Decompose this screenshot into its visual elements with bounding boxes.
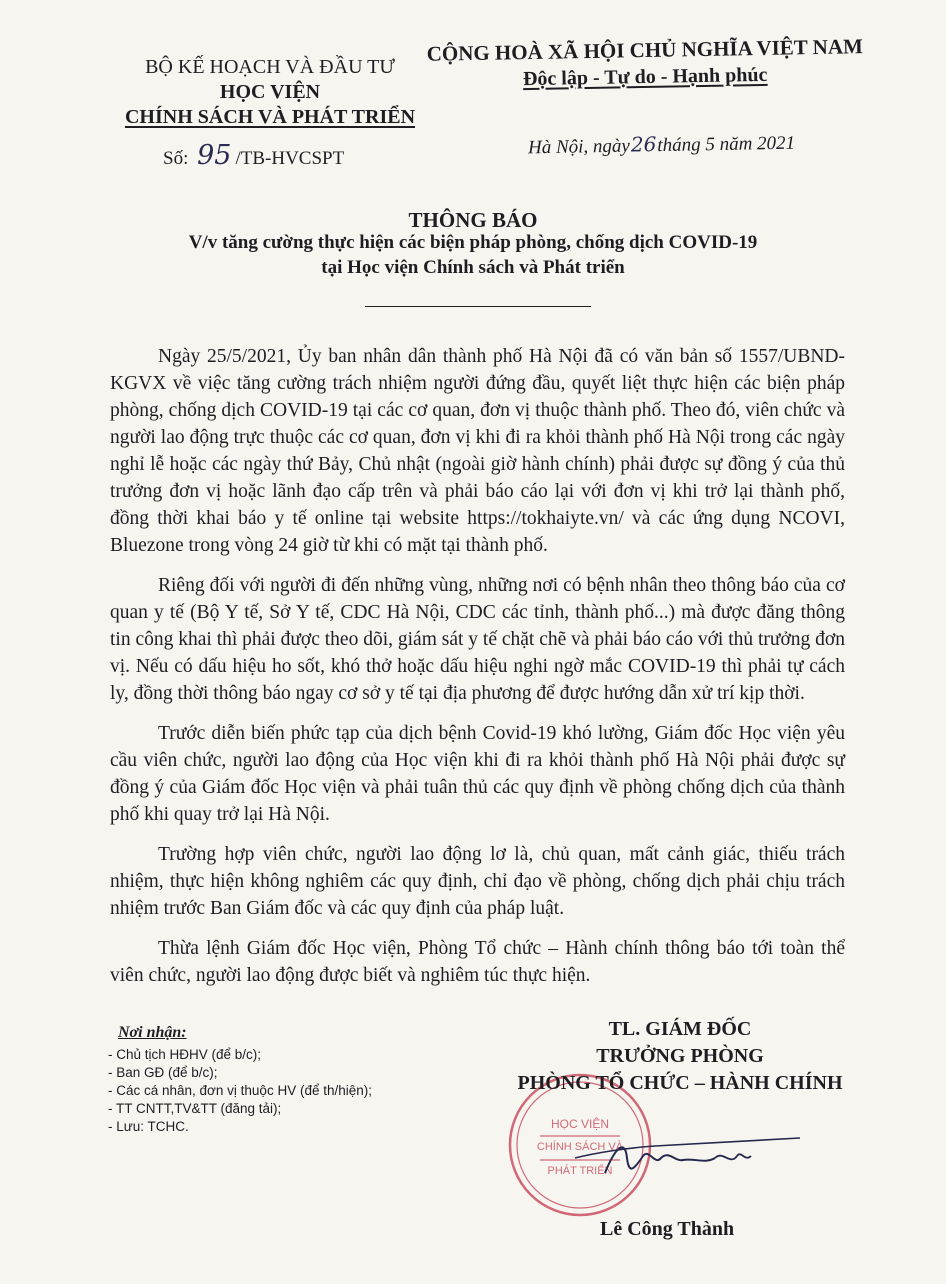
handwritten-day: 26	[630, 132, 657, 157]
signer-title: TRƯỞNG PHÒNG	[596, 1045, 764, 1067]
number-suffix: /TB-HVCSPT	[235, 148, 345, 169]
body-paragraph: Trước diễn biến phức tạp của dịch bệnh Covid-19 khó lường, Giám đốc Học viện yêu cầu viên chức, người lao động của Học viện khi đi ra khỏi thành phố Hà Nội phải được sự đồng ý của Giám đốc Học viện và phải tuân thủ các quy định về phòng chống dịch của thành phố khi quay trở lại Hà Nội.	[110, 723, 845, 825]
academy-label: HỌC VIỆN	[219, 81, 321, 103]
stamp-text: PHÁT TRIỂN	[547, 1165, 613, 1177]
handwritten-signature	[565, 1128, 805, 1188]
national-header	[420, 33, 871, 95]
stamp-text: CHÍNH SÁCH VÀ	[536, 1141, 624, 1153]
body-paragraph: Riêng đối với người đi đến những vùng, những nơi có bệnh nhân theo thông báo của cơ quan y tế (Bộ Y tế, Sở Y tế, CDC Hà Nội, CDC các tỉnh, thành phố...) mà được đăng thông tin công khai thì phải được theo dõi, giám sát y tế chặt chẽ và phải báo cáo với thủ trưởng đơn vị. Nếu có dấu hiệu ho sốt, khó thở hoặc dấu hiệu nghi ngờ mắc COVID-19 thì phải tự cách ly, đồng thời thông báo ngay cơ sở y tế tại địa phương để được hướng dẫn xử trí kịp thời.	[110, 575, 845, 704]
ministry-name: BỘ KẾ HOẠCH VÀ ĐẦU TƯ	[145, 56, 395, 78]
handwritten-number: 95	[197, 140, 232, 171]
date-prefix: Hà Nội, ngày	[527, 135, 631, 159]
signature-block	[480, 1016, 880, 1097]
date-suffix: tháng 5 năm 2021	[657, 132, 796, 157]
title-divider	[365, 306, 591, 307]
document-body	[110, 343, 845, 1002]
recipients-title: Nơi nhận:	[118, 1024, 187, 1041]
recipient-item: - Lưu: TCHC.	[108, 1119, 189, 1134]
body-paragraph: Trường hợp viên chức, người lao động lơ là, chủ quan, mất cảnh giác, thiếu trách nhiệm, thực hiện không nghiêm các quy định, chỉ đạo về phòng, chống dịch phải chịu trách nhiệm trước Ban Giám đốc và các quy định của pháp luật.	[110, 844, 845, 919]
document-number	[163, 140, 344, 171]
recipient-item: - Ban GĐ (để b/c);	[108, 1065, 218, 1080]
signer-name: Lê Công Thành	[600, 1218, 735, 1240]
national-motto: Độc lập - Tự do - Hạnh phúc	[522, 63, 768, 91]
recipient-item: - TT CNTT,TV&TT (đăng tải);	[108, 1101, 282, 1116]
issuing-organization	[100, 55, 440, 130]
body-paragraph: Ngày 25/5/2021, Ủy ban nhân dân thành phố Hà Nội đã có văn bản số 1557/UBND-KGVX về việc tăng cường trách nhiệm người đứng đầu, quyết liệt thực hiện các biện pháp phòng, chống dịch COVID-19 tại các cơ quan, đơn vị thuộc thành phố. Theo đó, viên chức và người lao động trực thuộc các cơ quan, đơn vị khi đi ra khỏi thành phố Hà Nội trong các ngày nghỉ lễ hoặc các ngày thứ Bảy, Chủ nhật (ngoài giờ hành chính) phải được sự đồng ý của thủ trưởng đơn vị hoặc lãnh đạo cấp trên và phải báo cáo lại với đơn vị khi trở lại thành phố, đồng thời khai báo y tế online tại website https://tokhaiyte.vn/ và các ứng dụng NCOVI, Bluezone trong vòng 24 giờ từ khi có mặt tại thành phố.	[110, 346, 845, 556]
academy-name: CHÍNH SÁCH VÀ PHÁT TRIỂN	[124, 106, 416, 128]
recipient-item: - Các cá nhân, đơn vị thuộc HV (để th/hiện);	[108, 1083, 372, 1098]
signer-department: PHÒNG TỔ CHỨC – HÀNH CHÍNH	[517, 1072, 843, 1094]
document-title: THÔNG BÁO	[408, 208, 538, 232]
recipient-item: - Chủ tịch HĐHV (để b/c);	[108, 1047, 262, 1062]
issue-date	[528, 130, 795, 160]
number-prefix: Số:	[163, 148, 189, 169]
recipients-list	[108, 1046, 372, 1136]
document-subject-line2: tại Học viện Chính sách và Phát triển	[321, 257, 625, 278]
document-subject-line1: V/v tăng cường thực hiện các biện pháp phòng, chống dịch COVID-19	[188, 232, 758, 253]
stamp-text: HỌC VIỆN	[550, 1117, 610, 1131]
signer-authority: TL. GIÁM ĐỐC	[608, 1018, 752, 1040]
nation-name: CỘNG HOÀ XÃ HỘI CHỦ NGHĨA VIỆT NAM	[426, 34, 864, 66]
body-paragraph: Thừa lệnh Giám đốc Học viện, Phòng Tổ chức – Hành chính thông báo tới toàn thể viên chức, người lao động được biết và nghiêm túc thực hiện.	[110, 938, 845, 986]
